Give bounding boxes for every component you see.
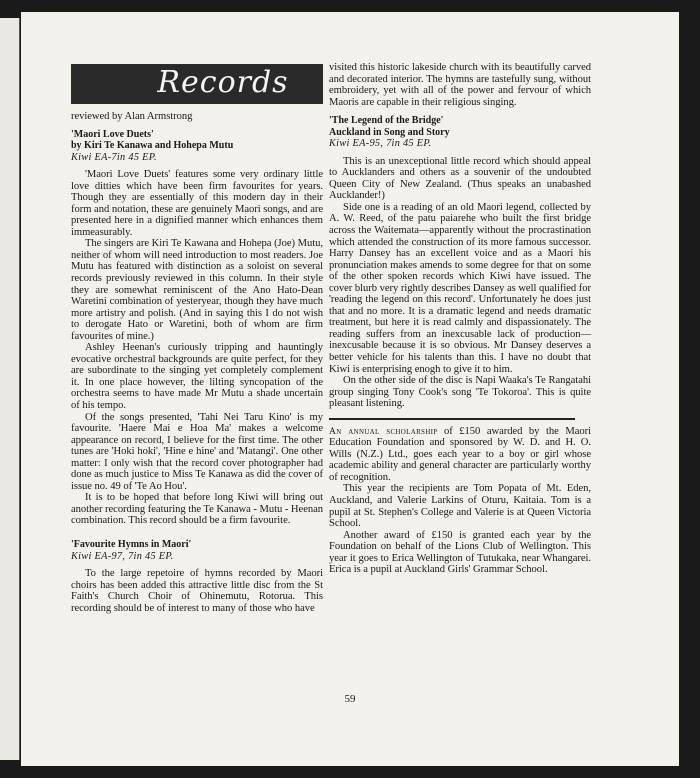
scholarship-paragraph: [329, 426, 591, 484]
catalogue-number: Kiwi EA-7in 45 EP.: [71, 151, 157, 163]
body-paragraph: 'Maori Love Duets' features some very ordinary little love ditties which have been firm favourites for years. Though they are essentially of this modern day in their form and notation, these are genuinely Maori songs, and are presented here in a dignified manner which enhances them immeasurably.: [71, 169, 323, 238]
catalogue-number: Kiwi EA-97, 7in 45 EP.: [71, 550, 174, 562]
spacer: [71, 527, 323, 539]
catalogue-number: Kiwi EA-95, 7in 45 EP.: [329, 138, 432, 150]
scholarship-text: of £150 awarded by the Maori Education Foundation and sponsored by W. D. and H. O. Wills (N.Z.) Ltd., goes each year to a boy or girl whose academic ability and general character are particularly worthy of recognition.: [329, 425, 591, 483]
page-number: 59: [344, 693, 356, 705]
review-artists: by Kiri Te Kanawa and Hohepa Mutu: [71, 140, 234, 152]
body-paragraph: Ashley Heenan's curiously tripping and hauntingly evocative orchestral backgrounds are quite perfect, for they are subordinate to the singing yet completely complement it. In one place however, the lilting syncopation of the orchestra seems to have made Mr Mutu a shade uncertain of his tempo.: [71, 342, 323, 411]
left-column: [71, 64, 323, 614]
body-paragraph: This year the recipients are Tom Popata of Mt. Eden, Auckland, and Valerie Larkins of Oturu, Kaitaia. Tom is a pupil at St. Stephen's College and Valerie is at Queen Victoria School.: [329, 483, 591, 530]
right-column: [329, 62, 591, 576]
review-title-maori-love-duets: 'Maori Love Duets': [71, 128, 154, 140]
spacer: [329, 108, 591, 115]
body-paragraph: The singers are Kiri Te Kawana and Hohepa (Joe) Mutu, neither of whom will need introduction to most readers. Joe Mutu has featured with distinction as a soloist on several records previously reviewed in this column. In their style they are somewhat reminiscent of the Ano Hato-Dean Waretini combination of yesteryear, though they have much more artistry and polish. (And in saying this I do not wish to derogate Hato or Waretini, both of whom are firm favourites of mine.): [71, 238, 323, 342]
previous-page-edge: [0, 18, 20, 760]
body-paragraph: visited this historic lakeside church with its beautifully carved and decorated interior. The hymns are tastefully sung, without embroidery, yet with all of the power and fervour of which Maoris are capable in their religious singing.: [329, 62, 591, 108]
section-divider: [329, 418, 575, 420]
body-paragraph: Another award of £150 is granted each year by the Foundation on behalf of the Lions Club of Wellington. This year it goes to Erica Wellington of Tutukaka, near Whangarei. Erica is a pupil at Auckland Girls' Grammar School.: [329, 529, 591, 576]
review-subtitle: Auckland in Song and Story: [329, 126, 450, 138]
body-paragraph: Of the songs presented, 'Tahi Nei Taru Kino' is my favourite. 'Haere Mai e Hoa Ma' makes a welcome appearance on record, I believe for the first time. The other tunes are 'Hoki hoki', 'Hine e hine' and 'Matangi'. One other matter: I only wish that the record cover photographer had done as much justice to Miss Te Kanawa as did the cover of issue no. 49 of 'Te Ao Hou'.: [71, 411, 323, 492]
body-paragraph: On the other side of the disc is Napi Waaka's Te Rangatahi group singing Tony Cook's song 'Te Tokoroa'. This is quite pleasant listening.: [329, 375, 591, 410]
body-paragraph: Side one is a reading of an old Maori legend, collected by A. W. Reed, of the patu paiarehe who built the first bridge across the Waitemata—apparently without the procrastination which attended the construction of its more famous successor. Harry Dansey has an excellent voice and as a Maori his pronunciation makes amends to some degree for that on some of the other spoken records which Kiwi have issued. The cover blurb very rightly describes Dansey as well qualified for 'reading the legend on this record'. Unfortunately he does just that and no more. It is a dramatic legend and needs dramatic treatment, but here it is read calmly and dispassionately. The reading suffers from an inexcusable lack of production—inexcusable because it is so obvious. Mr Dansey deserves a better vehicle for his talents than this. I have no doubt that Kiwi is enterprising enogh to give it to him.: [329, 201, 591, 375]
review-title-favourite-hymns: 'Favourite Hymns in Maori': [71, 539, 192, 550]
body-paragraph: To the large repetoire of hymns recorded by Maori choirs has been added this attractive little disc from the St Faith's Church Choir of Ohinemutu, Rotorua. This recording should be of interest to many of those who have: [71, 568, 323, 614]
records-banner-title: Records: [157, 64, 289, 100]
review-title-legend-of-the-bridge: 'The Legend of the Bridge': [329, 115, 444, 127]
body-paragraph: This is an unexceptional little record which should appeal to Aucklanders and others as a souvenir of the undoubted Queen City of New Zealand. (Thus speaks an unabashed Aucklander!): [329, 155, 591, 202]
review-byline: reviewed by Alan Armstrong: [71, 111, 193, 122]
scholarship-lead-in: An annual scholarship: [329, 425, 438, 437]
records-banner: [71, 64, 323, 104]
body-paragraph: It is to be hoped that before long Kiwi will bring out another recording featuring the Te Kanawa - Mutu - Heenan combination. This record should be a firm favourite.: [71, 492, 323, 527]
magazine-page: [21, 12, 679, 766]
